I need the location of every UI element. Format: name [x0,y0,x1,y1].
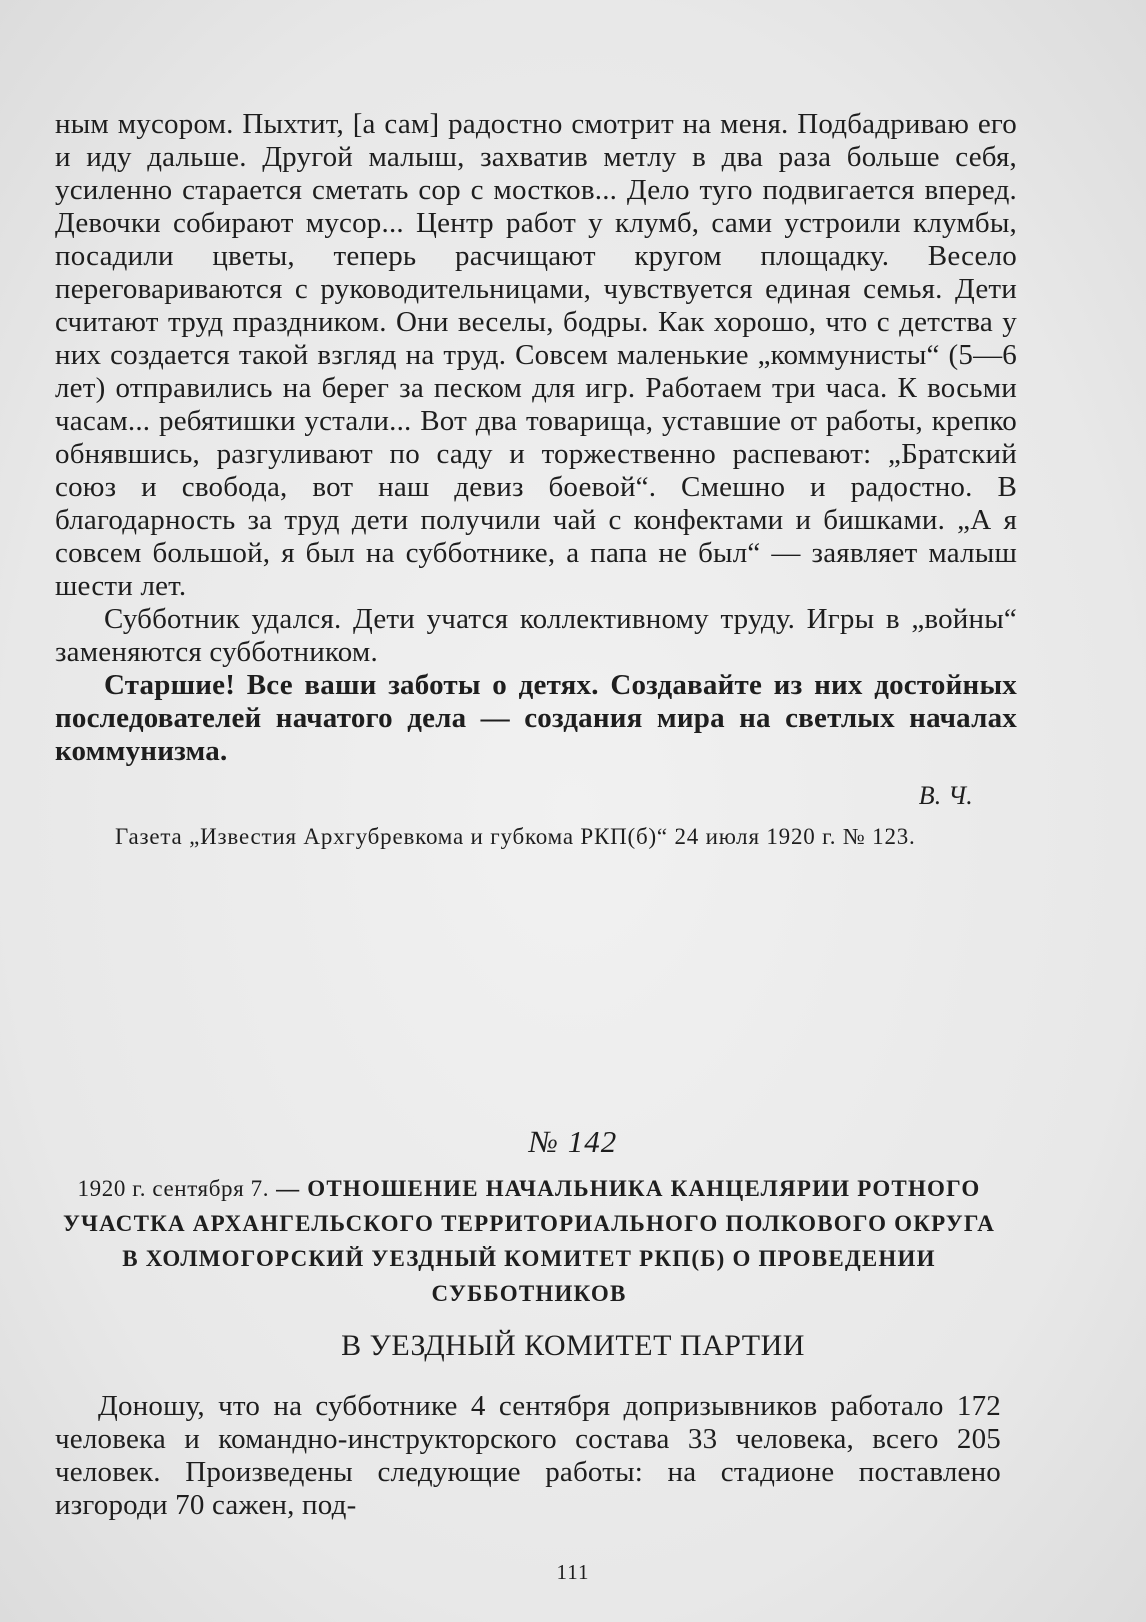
page-number: 111 [556,1560,590,1584]
document-paragraph: Доношу, что на субботнике 4 сентября допризывников работало 172 человека и командно-инструкторского состава 33 человека, всего 205 человек. Произведены следующие работы: на стадионе поставлено изгороди 70 сажен, под- [55,1390,1001,1521]
document-number: № 142 [528,1124,618,1159]
author-signature: В. Ч. [918,781,973,810]
addressee: В УЕЗДНЫЙ КОМИТЕТ ПАРТИИ [341,1329,805,1362]
paragraph-conclusion: Субботник удался. Дети учатся коллективному труду. Игры в „войны“ заменяются субботником. [55,603,1017,668]
heading-dash: — [269,1176,308,1201]
document-heading [52,1171,1006,1311]
continuation-paragraph: ным мусором. Пыхтит, [а сам] радостно смотрит на меня. Подбадриваю его и иду дальше. Другой малыш, захватив метлу в два раза больше себя, усиленно старается сметать сор с мостков... Дело туго подвигается вперед. Девочки собирают мусор... Центр работ у клумб, сами устроили клумбы, посадили цветы, теперь расчищают кругом площадку. Весело переговариваются с руководительницами, чувствуется единая семья. Дети считают труд праздником. Они веселы, бодры. Как хорошо, что с детства у них создается такой взгляд на труд. Совсем маленькие „коммунисты“ (5—6 лет) отправились на берег за песком для игр. Работаем три часа. К восьми часам... ребятишки устали... Вот два товарища, уставшие от работы, крепко обнявшись, разгуливают по саду и торжественно распевают: „Братский союз и свобода, вот наш девиз боевой“. Смешно и радостно. В благодарность за труд дети получили чай с конфектами и бишками. „А я совсем большой, я был на субботнике, а папа не был“ — заявляет малыш шести лет. [55,108,1017,602]
document-body [55,1390,1001,1522]
heading-title: ОТНОШЕНИЕ НАЧАЛЬНИКА КАНЦЕЛЯРИИ РОТНОГО УЧАСТКА АРХАНГЕЛЬСКОГО ТЕРРИТОРИАЛЬНОГО ПОЛКОВОГО ОКРУГА В ХОЛМОГОРСКИЙ УЕЗДНЫЙ КОМИТЕТ РКП(Б) О ПРОВЕДЕНИИ СУББОТНИКОВ [62,1176,996,1306]
heading-date: 1920 г. сентября 7. [77,1176,270,1201]
source-citation: Газета „Известия Архгубревкома и губкома РКП(б)“ 24 июля 1920 г. № 123. [115,824,916,849]
paragraph-appeal: Старшие! Все ваши заботы о детях. Создавайте из них достойных последователей начатого дела — создания мира на светлых началах коммунизма. [55,669,1017,767]
previous-document-text [55,108,1017,852]
